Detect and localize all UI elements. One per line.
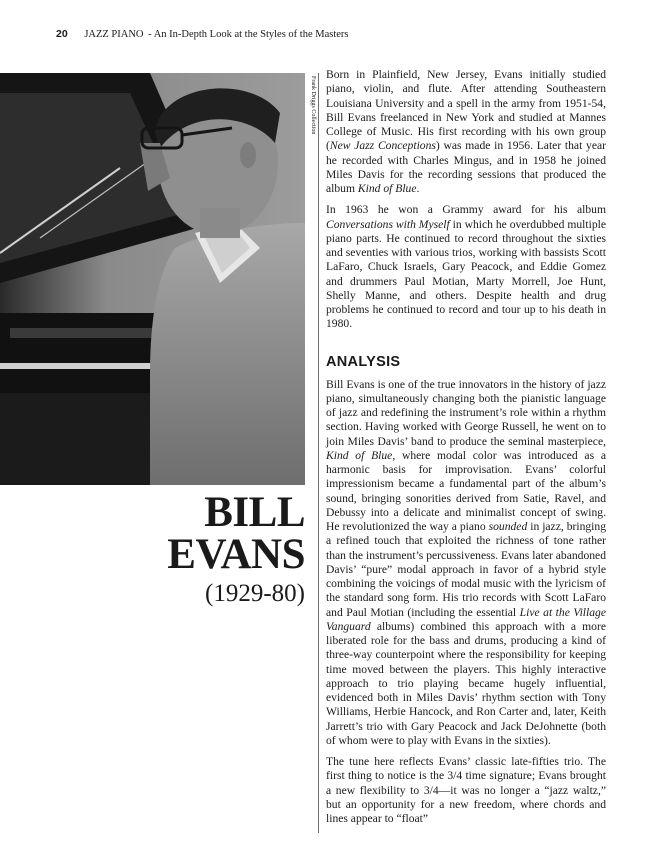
artist-years: (1929-80) xyxy=(205,580,305,607)
album-title: Conversations with Myself xyxy=(326,217,450,231)
portrait-photo xyxy=(0,73,305,485)
bio-paragraph-1: Born in Plainfield, New Jersey, Evans initially studied piano, violin, and flute. After attending Southeastern Louisiana University and a spell in the army from 1951-54, Bill Evans freelanced in New York and studied at Mannes College of Music. His first recording with his own group (New Jazz Conceptions) was made in 1956. Later that year he recorded with Charles Mingus, and in 1958 he joined Miles Davis for the recording sessions that produced the album Kind of Blue. xyxy=(326,68,606,195)
album-title: Kind of Blue xyxy=(357,182,417,195)
photo-credit: Frank Driggs Collection xyxy=(310,76,316,135)
page-number: 20 xyxy=(56,28,68,40)
bio-paragraph-2: In 1963 he won a Grammy award for his album Conversations with Myself in which he overdubbed multiple piano parts. He continued to record throughout the sixties and seventies with various trios, working with bassists Scott LaFaro, Chuck Israels, Gary Peacock, and Eddie Gomez and drummers Paul Motian, Marty Morrell, Joe Hunt, Shelly Manne, and others. Despite health and drug problems he continued to record and tour up to his death in 1980. xyxy=(326,203,606,331)
book-title: JAZZ PIANO xyxy=(84,29,144,40)
album-title: Live at the Village Vanguard xyxy=(326,605,606,633)
emphasis: sounded xyxy=(488,520,528,533)
artist-title xyxy=(167,489,305,610)
album-title: Kind of Blue xyxy=(326,448,393,462)
column-divider xyxy=(318,73,319,833)
running-header xyxy=(56,28,616,41)
text-column xyxy=(326,68,606,833)
analysis-paragraph-2: The tune here reflects Evans’ classic late-fifties trio. The first thing to notice is the 3/4 time signature; Evans brought a new flexibility to 3/4—it was no longer a “jazz waltz,” but an opportunity for a new freedom, where chords and lines appear to “float” xyxy=(326,755,606,825)
artist-last-name: EVANS xyxy=(167,531,305,578)
analysis-paragraph-1: Bill Evans is one of the true innovators in the history of jazz piano, simultaneously changing both the pianistic language of jazz and redefining the instrument’s role within a rhythm section. Having worked with George Russell, he went on to join Miles Davis’ band to produce the seminal masterpiece, Kind of Blue, where modal color was introduced as a harmonic basis for improvisation. Evans’ colorful impressionism became a fundamental part of the album’s sound, bringing sonorities derived from Satie, Ravel, and Debussy into a delicate and minimalist concept of swing. He revolutionized the way a piano sounded in jazz, bringing a refined touch that exploited the richness of tone rather than the instrument’s percussiveness. Evans later abandoned Davis’ “pure” modal approach in favor of a hybrid style combining the voicings of modal music with the lyricism of the standard song form. His trio records with Scott LaFaro and Paul Motian (including the essential Live at the Village Vanguard albums) combined this approach with a more liberated role for the bass and drums, producing a kind of three-way counterpoint where the responsibility for keeping time moved between the players. This highly interactive approach to trio playing became hugely influential, evidenced both in Miles Davis’ rhythm section with Tony Williams, Herbie Hancock, and Ron Carter and, later, Keith Jarrett’s trio with Gary Peacock and Jack DeJohnette (both of whom were to play with Evans in the sixties). xyxy=(326,377,606,747)
artist-first-name: BILL xyxy=(204,489,305,536)
section-heading: ANALYSIS xyxy=(326,353,401,370)
photo-icon xyxy=(0,73,305,485)
album-title: New Jazz Conceptions xyxy=(329,139,436,153)
book-subtitle: - An In-Depth Look at the Styles of the Masters xyxy=(148,29,349,40)
